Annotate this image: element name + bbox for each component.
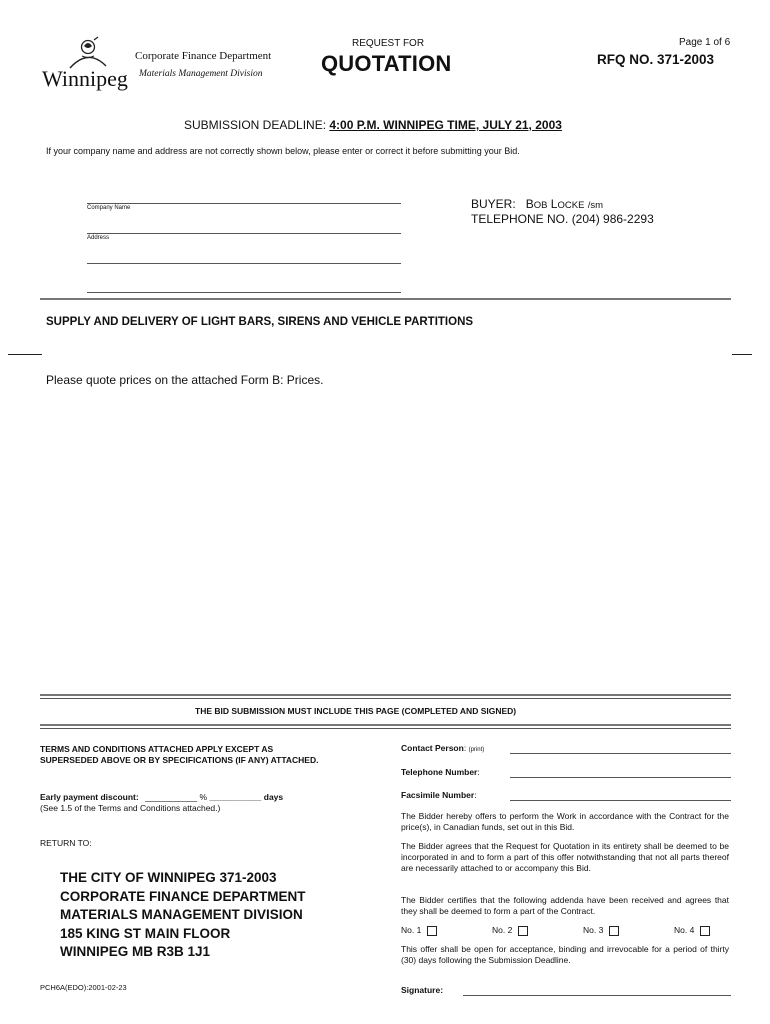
address-line-3[interactable] [87, 292, 401, 293]
quotation-title: QUOTATION [321, 51, 452, 76]
facsimile-colon: : [474, 790, 477, 800]
early-payment-discount [40, 792, 283, 802]
buyer-telephone: TELEPHONE NO. (204) 986-2293 [471, 212, 654, 226]
address-line-1[interactable] [87, 233, 401, 234]
addendum-label: No. 4 [674, 925, 695, 935]
buyer-first-initial: B [525, 197, 534, 211]
facsimile-label: Facsimile Number [401, 790, 475, 800]
form-code: PCH6A(EDO):2001-02-23 [40, 983, 127, 992]
submission-rule-top [40, 694, 731, 696]
request-for-label: REQUEST FOR [352, 38, 425, 49]
title-rule [40, 298, 731, 300]
addendum-1 [401, 925, 437, 936]
telephone-row [401, 767, 480, 777]
buyer-info [471, 197, 603, 211]
submission-deadline [184, 118, 562, 132]
correction-notice: If your company name and address are not correctly shown below, please enter or correct it before submitting your Bid. [46, 146, 520, 156]
margin-mark-right [732, 354, 752, 355]
buyer-first-rest: OB [533, 200, 548, 211]
winnipeg-logo-icon [60, 36, 120, 70]
company-name-label: Company Name [87, 205, 131, 211]
addendum-label: No. 2 [492, 925, 513, 935]
addendum-4 [674, 925, 710, 936]
deadline-label: SUBMISSION DEADLINE: [184, 118, 327, 132]
submission-rule-top-thin [40, 698, 731, 699]
addendum-2 [492, 925, 528, 936]
signature-field[interactable] [463, 995, 731, 996]
incorporation-paragraph: The Bidder agrees that the Request for Quotation in its entirety shall be deemed to be incorporated in and to form a part of this offer notwithstanding that not all parts thereof are necessarily attached to or accompany this Bid. [401, 841, 729, 873]
rfq-number: RFQ NO. 371-2003 [597, 52, 715, 67]
submission-rule-bottom-thin [40, 728, 731, 729]
discount-percent-field[interactable]: ___________ % [145, 792, 208, 802]
addendum-label: No. 1 [401, 925, 422, 935]
facsimile-row [401, 790, 477, 800]
address-label: Address [87, 235, 110, 241]
contact-person-row [401, 743, 484, 753]
addenda-paragraph: The Bidder certifies that the following addenda have been received and agrees that they shall be deemed to form a part of the Contract. [401, 895, 729, 916]
return-address-line: 185 KING ST MAIN FLOOR [60, 925, 231, 941]
offer-paragraph: The Bidder hereby offers to perform the Work in accordance with the Contract for the price(s), in Canadian funds, set out in this Bid. [401, 811, 729, 832]
rfq-description: SUPPLY AND DELIVERY OF LIGHT BARS, SIRENS AND VEHICLE PARTITIONS [46, 316, 474, 328]
return-address-line: WINNIPEG MB R3B 1J1 [60, 944, 211, 959]
margin-mark-left [8, 354, 42, 355]
signature-label: Signature: [401, 985, 444, 995]
addendum-2-checkbox[interactable] [518, 926, 528, 936]
acceptance-paragraph: This offer shall be open for acceptance, binding and irrevocable for a period of thirty (30) days following the Submission Deadline. [401, 944, 729, 965]
buyer-label: BUYER: [471, 197, 516, 211]
buyer-last-initial: L [550, 197, 558, 211]
addendum-4-checkbox[interactable] [700, 926, 710, 936]
telephone-label: Telephone Number [401, 767, 478, 777]
deadline-value: 4:00 P.M. WINNIPEG TIME, JULY 21, 2003 [329, 118, 562, 132]
telephone-field[interactable] [510, 777, 731, 778]
addendum-label: No. 3 [583, 925, 604, 935]
submission-rule-bottom [40, 724, 731, 726]
return-address-line: MATERIALS MANAGEMENT DIVISION [60, 907, 303, 922]
page-number: Page 1 of 6 [679, 37, 731, 48]
buyer-last-rest: OCKE [557, 200, 585, 211]
return-address-line: CORPORATE FINANCE DEPARTMENT [60, 888, 306, 904]
facsimile-field[interactable] [510, 800, 731, 801]
return-to-label: RETURN TO: [40, 838, 92, 848]
contact-print-hint: (print) [468, 747, 485, 753]
telephone-colon: : [477, 767, 480, 777]
discount-note: (See 1.5 of the Terms and Conditions attached.) [40, 803, 221, 813]
addendum-3-checkbox[interactable] [609, 926, 619, 936]
department-name: Corporate Finance Department [135, 50, 272, 62]
logo-wordmark: Winnipeg [42, 66, 128, 91]
division-name: Materials Management Division [139, 69, 263, 79]
terms-line-1: TERMS AND CONDITIONS ATTACHED APPLY EXCEPT AS [40, 744, 274, 754]
addendum-3 [583, 925, 619, 936]
company-name-line[interactable] [87, 203, 401, 204]
address-line-2[interactable] [87, 263, 401, 264]
buyer-initials: /sm [587, 200, 604, 211]
addendum-1-checkbox[interactable] [427, 926, 437, 936]
discount-label: Early payment discount: [40, 792, 139, 802]
return-address-line: THE CITY OF WINNIPEG 371-2003 [60, 870, 277, 885]
contact-person-label: Contact Person [401, 743, 464, 753]
terms-line-2: SUPERSEDED ABOVE OR BY SPECIFICATIONS (IF ANY) ATTACHED. [40, 755, 319, 765]
contact-colon: : [463, 743, 467, 753]
contact-person-field[interactable] [510, 753, 731, 754]
discount-days-field[interactable]: ___________ days [209, 792, 284, 802]
pricing-instruction: Please quote prices on the attached Form B: Prices. [46, 373, 324, 387]
return-address [60, 869, 306, 962]
buyer-name [526, 197, 603, 211]
must-include-notice: THE BID SUBMISSION MUST INCLUDE THIS PAGE (COMPLETED AND SIGNED) [195, 706, 517, 716]
